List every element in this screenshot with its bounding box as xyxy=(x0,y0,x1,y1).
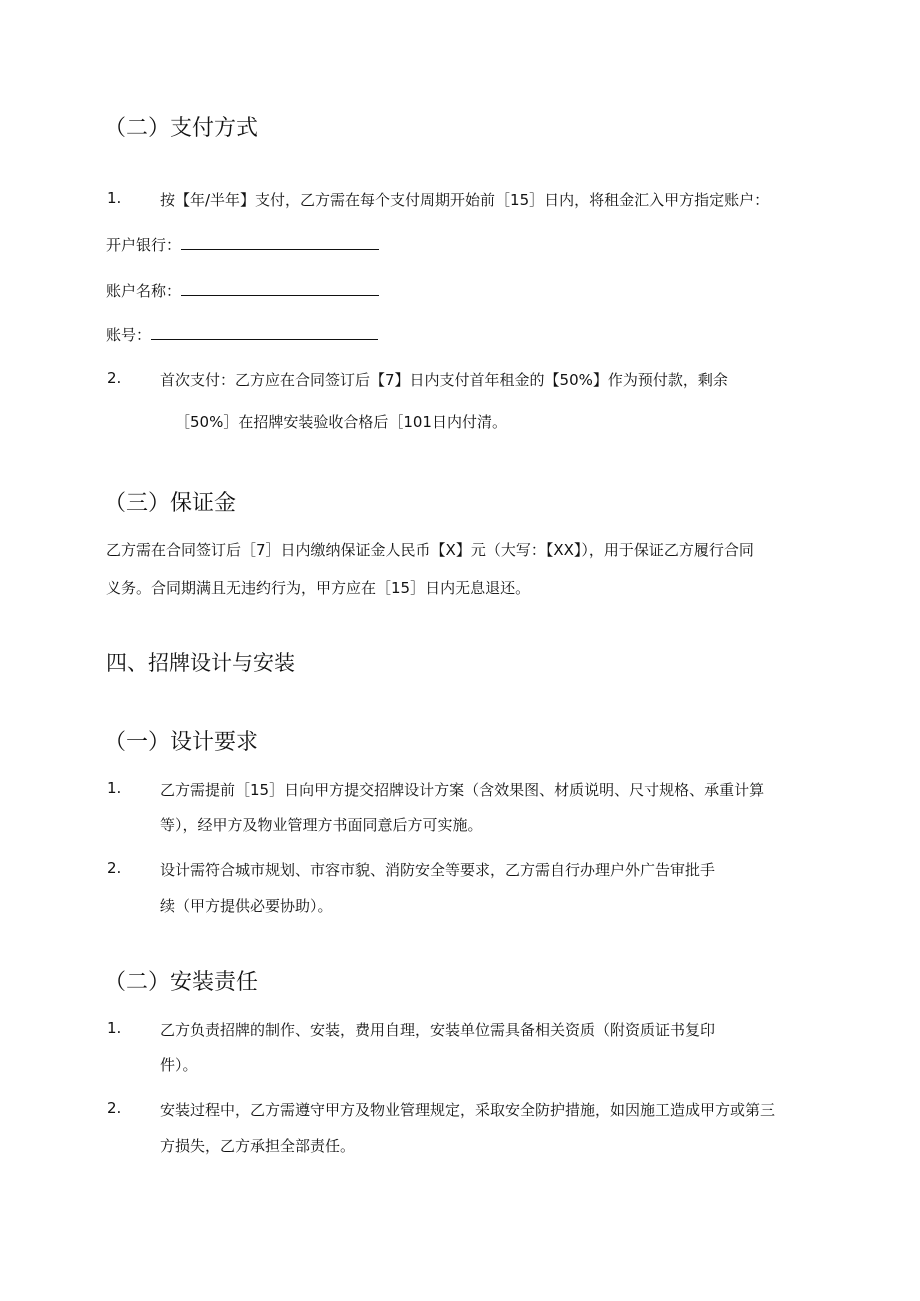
deposit-line2: 义务。合同期满且无违约行为，甲方应在［15］日内无息退还。 xyxy=(106,579,531,597)
design-item2-number: 2. xyxy=(107,859,122,877)
design-item1-number: 1. xyxy=(107,779,122,797)
design-item2-line2: 续（甲方提供必要协助）。 xyxy=(160,897,333,915)
design-item2-line1: 设计需符合城市规划、市容市貌、消防安全等要求，乙方需自行办理户外广告审批手 xyxy=(160,861,716,879)
design-item1-line2: 等），经甲方及物业管理方书面同意后方可实施。 xyxy=(160,816,483,834)
bank-label: 开户银行： xyxy=(106,236,182,254)
account-no-label: 账号： xyxy=(106,326,152,344)
payment-item1-number: 1. xyxy=(107,189,122,207)
payment-heading: （二）支付方式 xyxy=(104,116,259,141)
design-item1-line1: 乙方需提前［15］日向甲方提交招牌设计方案（含效果图、材质说明、尺寸规格、承重计算 xyxy=(160,781,765,799)
section4-heading: 四、招牌设计与安装 xyxy=(106,651,295,675)
install-item1-line2: 件）。 xyxy=(160,1056,198,1074)
account-no-blank-line xyxy=(151,325,378,340)
install-item2-line2: 方损失，乙方承担全部责任。 xyxy=(160,1137,356,1155)
install-item1-line1: 乙方负责招牌的制作、安装，费用自理，安装单位需具备相关资质（附资质证书复印 xyxy=(160,1021,716,1039)
payment-item2-line2: ［50%］在招牌安装验收合格后［101日内付清。 xyxy=(175,413,507,431)
bank-field xyxy=(106,234,379,255)
install-item1-number: 1. xyxy=(107,1019,122,1037)
bank-blank-line xyxy=(181,235,379,250)
install-item2-number: 2. xyxy=(107,1099,122,1117)
install-heading: （二）安装责任 xyxy=(104,970,259,995)
install-item2-line1: 安装过程中，乙方需遵守甲方及物业管理规定，采取安全防护措施，如因施工造成甲方或第三 xyxy=(160,1101,776,1119)
payment-item2-line1: 首次支付：乙方应在合同签订后【7】日内支付首年租金的【50%】作为预付款，剩余 xyxy=(160,371,728,389)
account-name-blank-line xyxy=(181,281,379,296)
deposit-line1: 乙方需在合同签订后［7］日内缴纳保证金人民币【X】元（大写：【XX】），用于保证乙方履行合同 xyxy=(106,541,754,559)
payment-item2-number: 2. xyxy=(107,369,122,387)
account-no-field xyxy=(106,324,378,345)
account-name-field xyxy=(106,280,379,301)
account-name-label: 账户名称： xyxy=(106,282,182,300)
payment-item1-text: 按【年/半年】支付，乙方需在每个支付周期开始前［15］日内，将租金汇入甲方指定账户： xyxy=(160,191,770,209)
deposit-heading: （三）保证金 xyxy=(104,491,237,516)
design-heading: （一）设计要求 xyxy=(104,730,259,755)
